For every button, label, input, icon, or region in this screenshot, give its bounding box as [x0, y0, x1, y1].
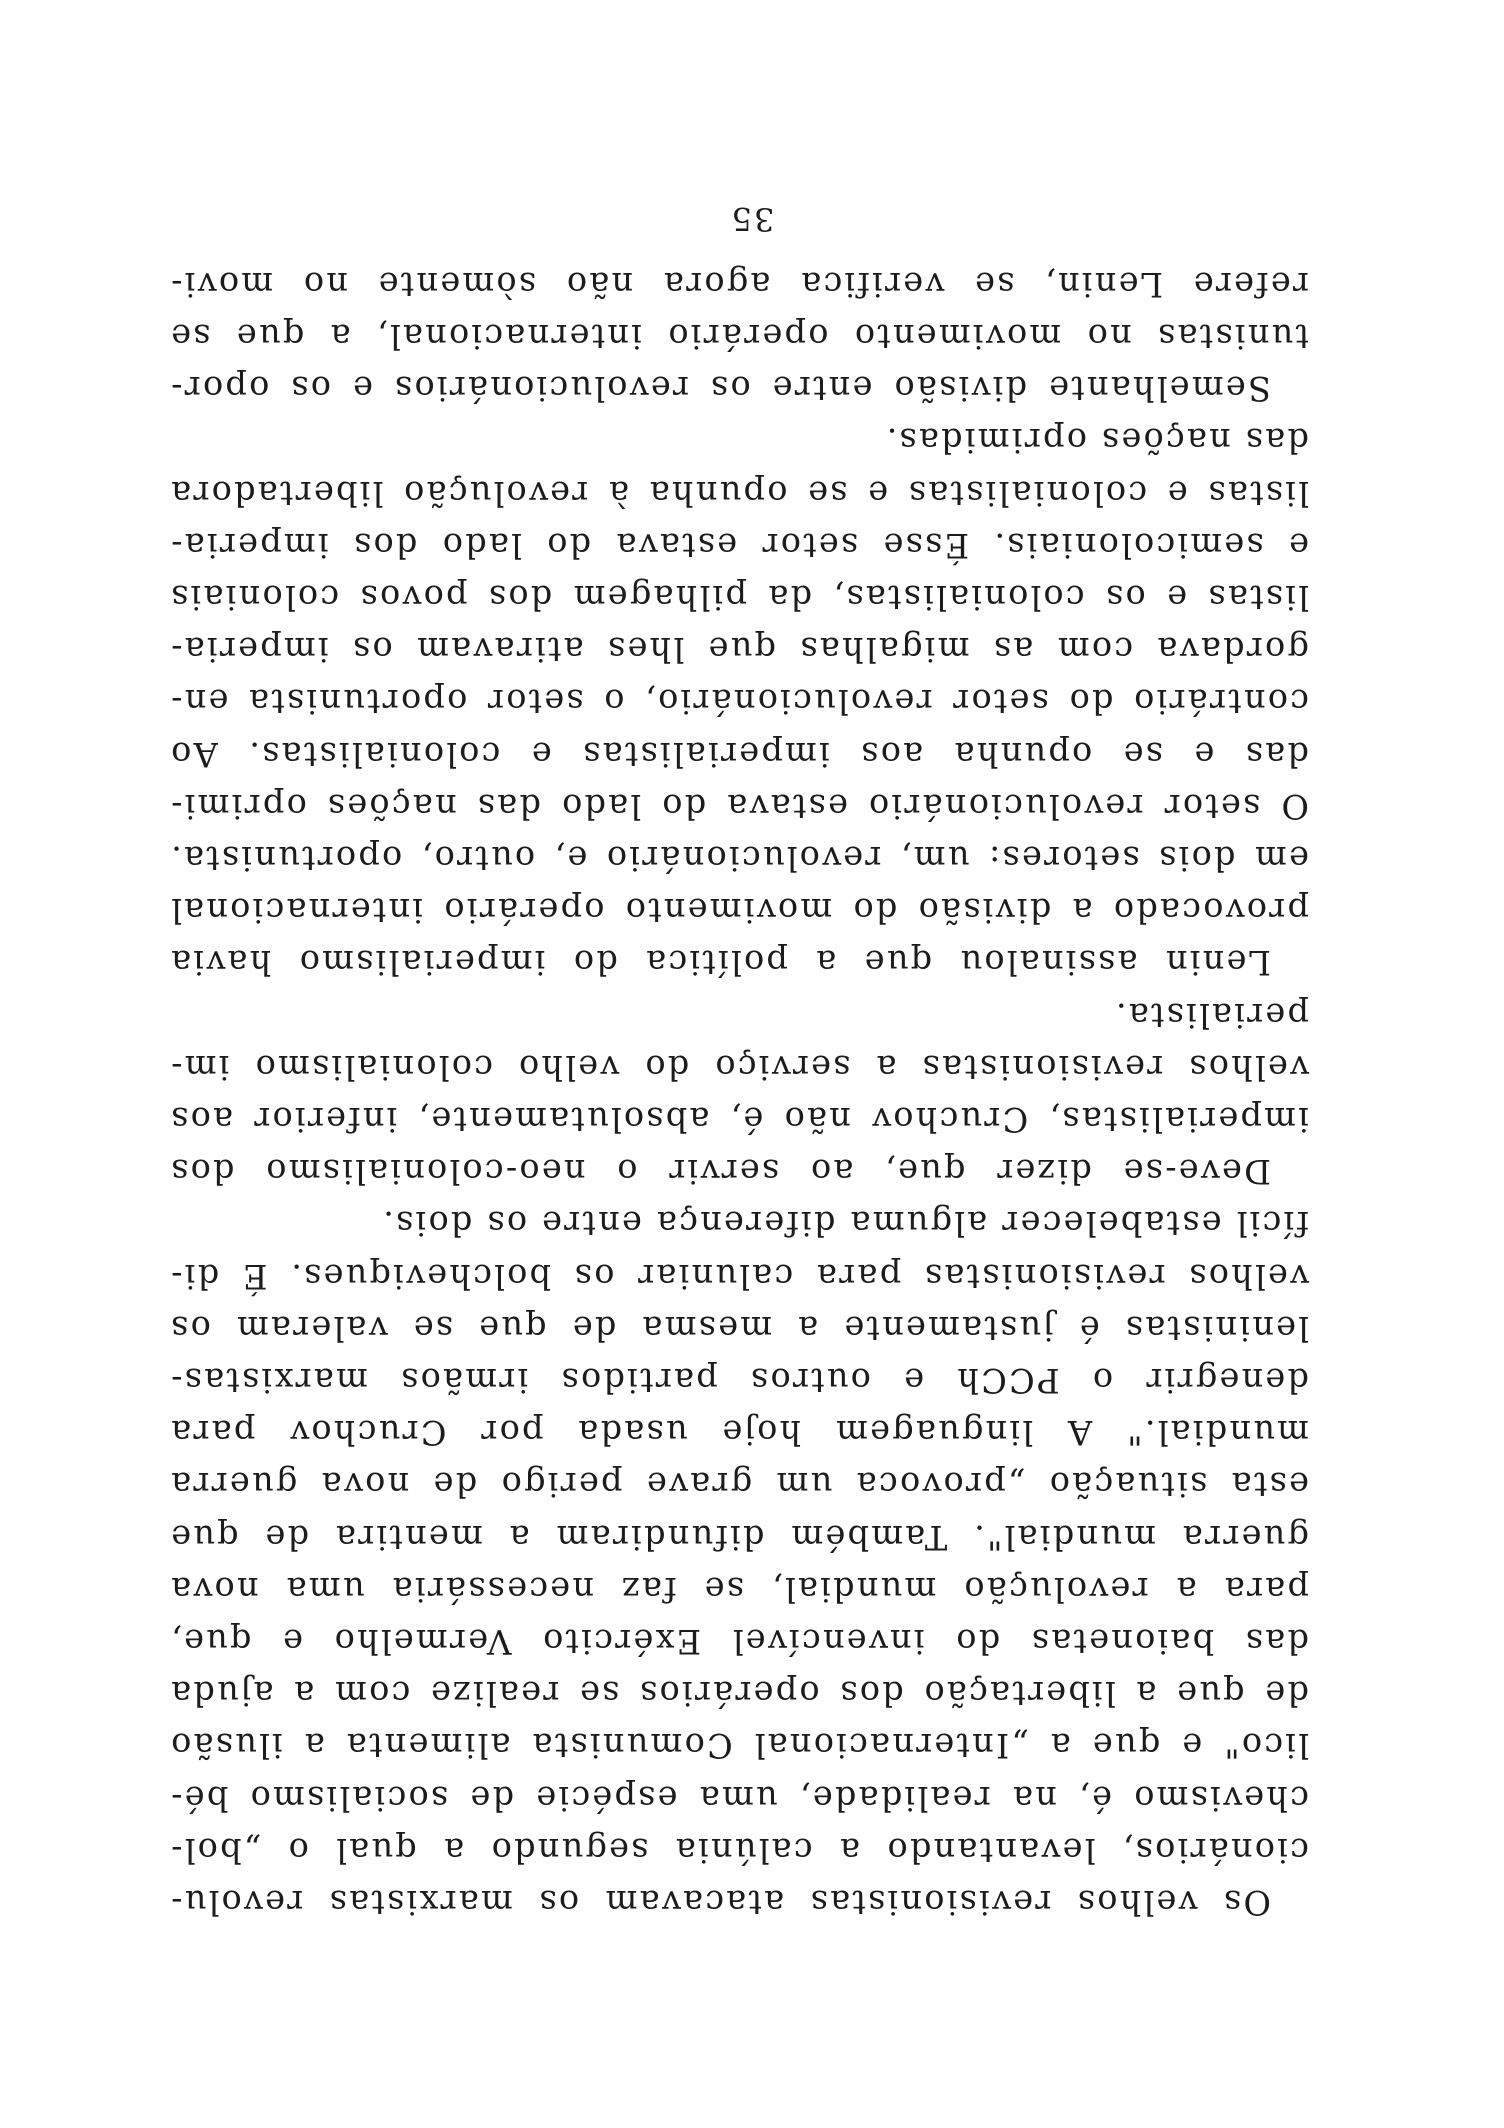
text-line: listas e colonialistas e se opunha à revolução libertadora	[169, 473, 1309, 513]
text-line: fícil estabelecer alguma diferença entre os dois.	[381, 1204, 1309, 1244]
text-line: provocado a divisão do movimento operário internacional	[169, 891, 1309, 931]
text-line: leninistas é justamente a mesma de que se valeram os	[169, 1308, 1309, 1348]
text-line: tunistas no movimento operário internacional, a que se	[169, 316, 1309, 356]
text-line: contrário do setor revolucionário, o setor oportunista en-	[169, 682, 1309, 722]
text-line: Deve-se dizer que, ao servir o neo-colonialismo dos	[169, 1152, 1271, 1192]
body-text	[169, 258, 1309, 1929]
text-line: imperialistas, Cruchov não é, absolutamente, inferior aos	[169, 1099, 1309, 1139]
text-line: Lenin assinalou que a política do imperialismo havia	[169, 943, 1271, 983]
text-line: das nações oprimidas.	[884, 421, 1309, 461]
text-line: cionários, levantando a calúnia segundo a qual o „bol-	[169, 1830, 1309, 1870]
text-line: refere Lenin, se verifica agora não sòmente no movi-	[169, 264, 1309, 304]
text-line: e semicoloniais. Ésse setor estava do lado dos imperia-	[169, 525, 1309, 565]
text-line: guerra mundial". Também difundiram a mentira de que	[169, 1517, 1309, 1557]
text-line: mundial." A linguagem hoje usada por Cruchov para	[169, 1413, 1309, 1453]
text-line: esta situação „provoca um grave perigo de nova guerra	[169, 1465, 1309, 1505]
text-line: listas e os colonialistas, da pilhagem dos povos coloniais	[169, 577, 1309, 617]
text-line: velhos revisionistas a serviço do velho colonialismo im-	[169, 1047, 1309, 1087]
text-line: denegrir o PCCh e outros partidos irmãos marxistas-	[169, 1360, 1309, 1400]
text-line: de que a libertação dos operários se realize com a ajuda	[169, 1674, 1309, 1714]
text-line: perialista.	[1113, 995, 1309, 1035]
text-line: gordava com as migalhas que lhes atiravam os imperia-	[169, 630, 1309, 670]
text-line: Semelhante divisão entre os revolucionários e os opor-	[169, 369, 1271, 409]
text-line: lico" e que a „Internacional Comunista alimenta a ilusão	[169, 1726, 1309, 1766]
text-line: O setor revolucionário estava do lado das nações oprimi-	[169, 786, 1309, 826]
text-line: velhos revisionistas para caluniar os bolcheviques. É di-	[169, 1256, 1309, 1296]
text-line: para a revolução mundial, se faz necessária uma nova	[169, 1569, 1309, 1609]
page-number: 35	[729, 200, 775, 238]
text-line: em dois setores: um, revolucionário e, outro, oportunista.	[169, 838, 1309, 878]
text-line: chevismo é, na realidade, uma espécie de socialismo bé-	[169, 1778, 1309, 1818]
text-line: das baionetas do invencível Exército Vermelho e que,	[169, 1621, 1309, 1661]
text-line: das e se opunha aos imperialistas e colonialistas. Ao	[169, 734, 1309, 774]
text-line: Os velhos revisionistas atacavam os marxistas revolu-	[169, 1883, 1271, 1922]
